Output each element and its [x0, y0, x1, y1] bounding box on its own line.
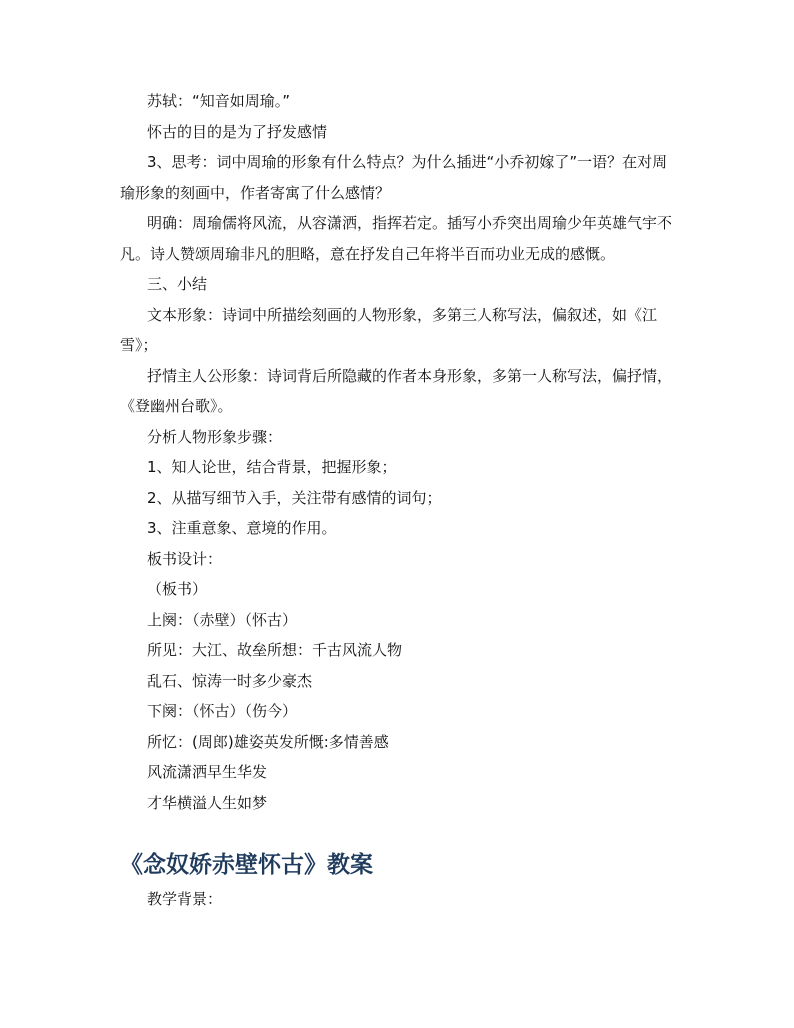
list-item-step-1: 1、知人论世，结合背景，把握形象；	[147, 458, 397, 476]
paragraph-lyric-image: 抒情主人公形象：诗词背后所隐藏的作者本身形象，多第一人称写法，偏抒情，《登幽州台歌》。	[120, 366, 673, 415]
paragraph-quote: 苏轼：“知音如周瑜。”	[147, 92, 291, 110]
board-line-2: 所见：大江、故垒所想：千古风流人物	[147, 641, 403, 659]
board-line-1: 上阕：（赤壁）（怀古）	[147, 610, 298, 629]
paragraph-teaching-background: 教学背景：	[147, 890, 223, 908]
section-summary-title: 三、小结	[147, 275, 208, 293]
document-body	[0, 86, 794, 818]
paragraph-purpose: 怀古的目的是为了抒发感情	[147, 122, 328, 141]
board-line-7: 才华横溢人生如梦	[147, 793, 268, 812]
list-item-step-3: 3、注重意象、意境的作用。	[147, 519, 337, 537]
lesson-plan-title: 《念奴娇赤壁怀古》教案	[120, 851, 373, 878]
paragraph-steps-title: 分析人物形象步骤：	[147, 427, 283, 446]
paragraph-text-image: 文本形象：诗词中所描绘刻画的人物形象，多第三人称写法，偏叙述，如《江雪》；	[120, 305, 658, 354]
paragraph-board-design: 板书设计：	[147, 549, 223, 568]
paragraph-question: 3、思考：词中周瑜的形象有什么特点？为什么插进“小乔初嫁了”一语？在对周瑜形象的刻画中，作者寄寓了什么感情？	[120, 153, 668, 202]
paragraph-board-label: （板书）	[147, 580, 208, 598]
paragraph-answer: 明确：周瑜儒将风流，从容潇洒，指挥若定。插写小乔突出周瑜少年英雄气宇不凡。诗人赞颂周瑜非凡的胆略，意在抒发自己年将半百而功业无成的感慨。	[120, 214, 673, 263]
board-line-6: 风流潇洒早生华发	[147, 763, 268, 781]
lesson-plan-intro	[0, 884, 794, 915]
board-line-5: 所忆：(周郎)雄姿英发所慨:多情善感	[147, 732, 389, 751]
board-line-3: 乱石、惊涛一时多少豪杰	[147, 671, 313, 690]
board-line-4: 下阕：（怀古）（伤今）	[147, 702, 298, 720]
list-item-step-2: 2、从描写细节入手，关注带有感情的词句；	[147, 488, 442, 507]
